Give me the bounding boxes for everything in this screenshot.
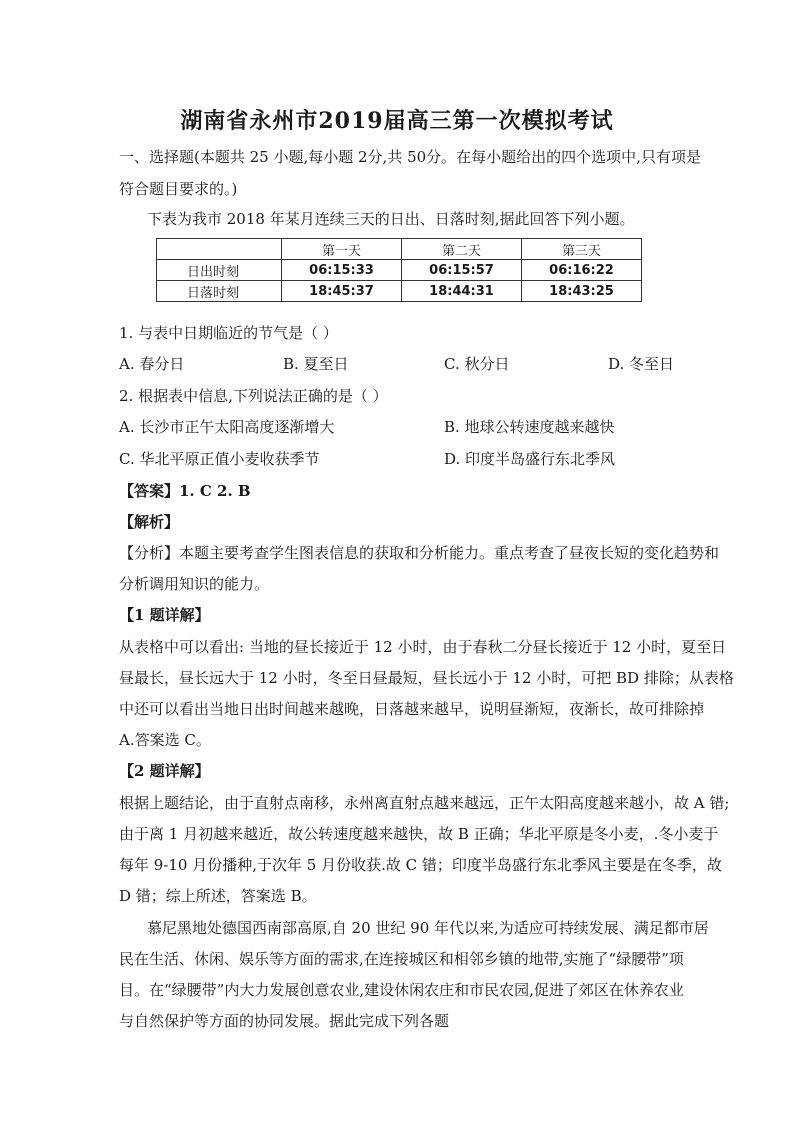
- detail-1-line: 昼最长，昼长远大于 12 小时，冬至日昼最短，昼长远小于 12 小时，可把 BD 排除；从表格: [119, 669, 734, 687]
- table-header-cell: 第二天: [402, 239, 522, 260]
- detail-1-line: 中还可以看出当地日出时间越来越晚，日落越来越早，说明昼渐短，夜渐长，故可排除掉: [119, 700, 705, 718]
- detail-2-line: 由于离 1 月初越来越近，故公转速度越来越快，故 B 正确；华北平原是冬小麦，.冬小麦于: [119, 825, 719, 843]
- detail-1-line: 从表格中可以看出: 当地的昼长接近于 12 小时，由于春秋二分昼长接近于 12 小时，夏至日: [119, 638, 727, 656]
- page-title: 湖南省永州市2019届高三第一次模拟考试: [180, 108, 614, 134]
- table-row-label: 日出时刻: [157, 260, 282, 281]
- question-2-option-b: B. 地球公转速度越来越快: [444, 418, 615, 436]
- passage-line: 目。在“绿腰带”内大力发展创意农业,建设休闲农庄和市民农园,促进了郊区在休养农业: [119, 981, 684, 999]
- table-header-cell: [157, 239, 282, 260]
- analysis-line-2: 分析调用知识的能力。: [119, 575, 270, 593]
- question-1-stem: 1. 与表中日期临近的节气是（ ）: [119, 324, 338, 342]
- detail-2-heading: 【2 题详解】: [119, 762, 210, 780]
- sunrise-sunset-table: [156, 238, 642, 302]
- question-1-option-d: D. 冬至日: [608, 355, 675, 373]
- table-cell: 06:15:57: [402, 260, 522, 281]
- question-1-option-a: A. 春分日: [119, 355, 185, 373]
- detail-2-line: D 错；综上所述，答案选 B。: [119, 887, 317, 905]
- detail-2-line: 根据上题结论，由于直射点南移，永州离直射点越来越远，正午太阳高度越来越小，故 A 错;: [119, 794, 730, 812]
- question-1-option-b: B. 夏至日: [283, 355, 349, 373]
- question-2-stem: 2. 根据表中信息,下列说法正确的是（ ）: [119, 387, 388, 405]
- table-header-cell: 第一天: [282, 239, 402, 260]
- table-cell: 18:43:25: [522, 281, 642, 302]
- question-2-option-a: A. 长沙市正午太阳高度逐渐增大: [119, 418, 335, 436]
- answer-line: 【答案】1. C 2. B: [119, 482, 251, 500]
- passage-line: 与自然保护等方面的协同发展。据此完成下列各题: [119, 1012, 450, 1030]
- passage-line: 民在生活、休闲、娱乐等方面的需求,在连接城区和相邻乡镇的地带,实施了“绿腰带”项: [119, 950, 684, 968]
- table-row-label: 日落时刻: [157, 281, 282, 302]
- table-header-cell: 第三天: [522, 239, 642, 260]
- analysis-heading: 【解析】: [119, 513, 180, 531]
- table-cell: 18:45:37: [282, 281, 402, 302]
- table-row: [157, 281, 642, 302]
- passage-line: 慕尼黑地处德国西南部高原,自 20 世纪 90 年代以来,为适应可持续发展、满足都市居: [147, 919, 709, 937]
- section-intro-line-1: 一、选择题(本题共 25 小题,每小题 2分,共 50分。在每小题给出的四个选项中,只有项是: [119, 148, 701, 166]
- analysis-line-1: 【分析】本题主要考查学生图表信息的获取和分析能力。重点考查了昼夜长短的变化趋势和: [119, 544, 720, 562]
- detail-1-heading: 【1 题详解】: [119, 606, 210, 624]
- table-row: [157, 260, 642, 281]
- section-intro-line-2: 符合题目要求的。): [119, 180, 238, 198]
- table-cell: 06:16:22: [522, 260, 642, 281]
- detail-2-line: 每年 9-10 月份播种,于次年 5 月份收获.故 C 错；印度半岛盛行东北季风主要是在冬季，故: [119, 856, 722, 874]
- table-cell: 18:44:31: [402, 281, 522, 302]
- table-cell: 06:15:33: [282, 260, 402, 281]
- detail-1-line: A.答案选 C。: [119, 731, 211, 749]
- table-header-row: [157, 239, 642, 260]
- question-1-option-c: C. 秋分日: [444, 355, 510, 373]
- question-2-option-d: D. 印度半岛盛行东北季风: [444, 450, 616, 468]
- question-2-option-c: C. 华北平原正值小麦收获季节: [119, 450, 320, 468]
- question-group-intro: 下表为我市 2018 年某月连续三天的日出、日落时刻,据此回答下列小题。: [147, 210, 635, 228]
